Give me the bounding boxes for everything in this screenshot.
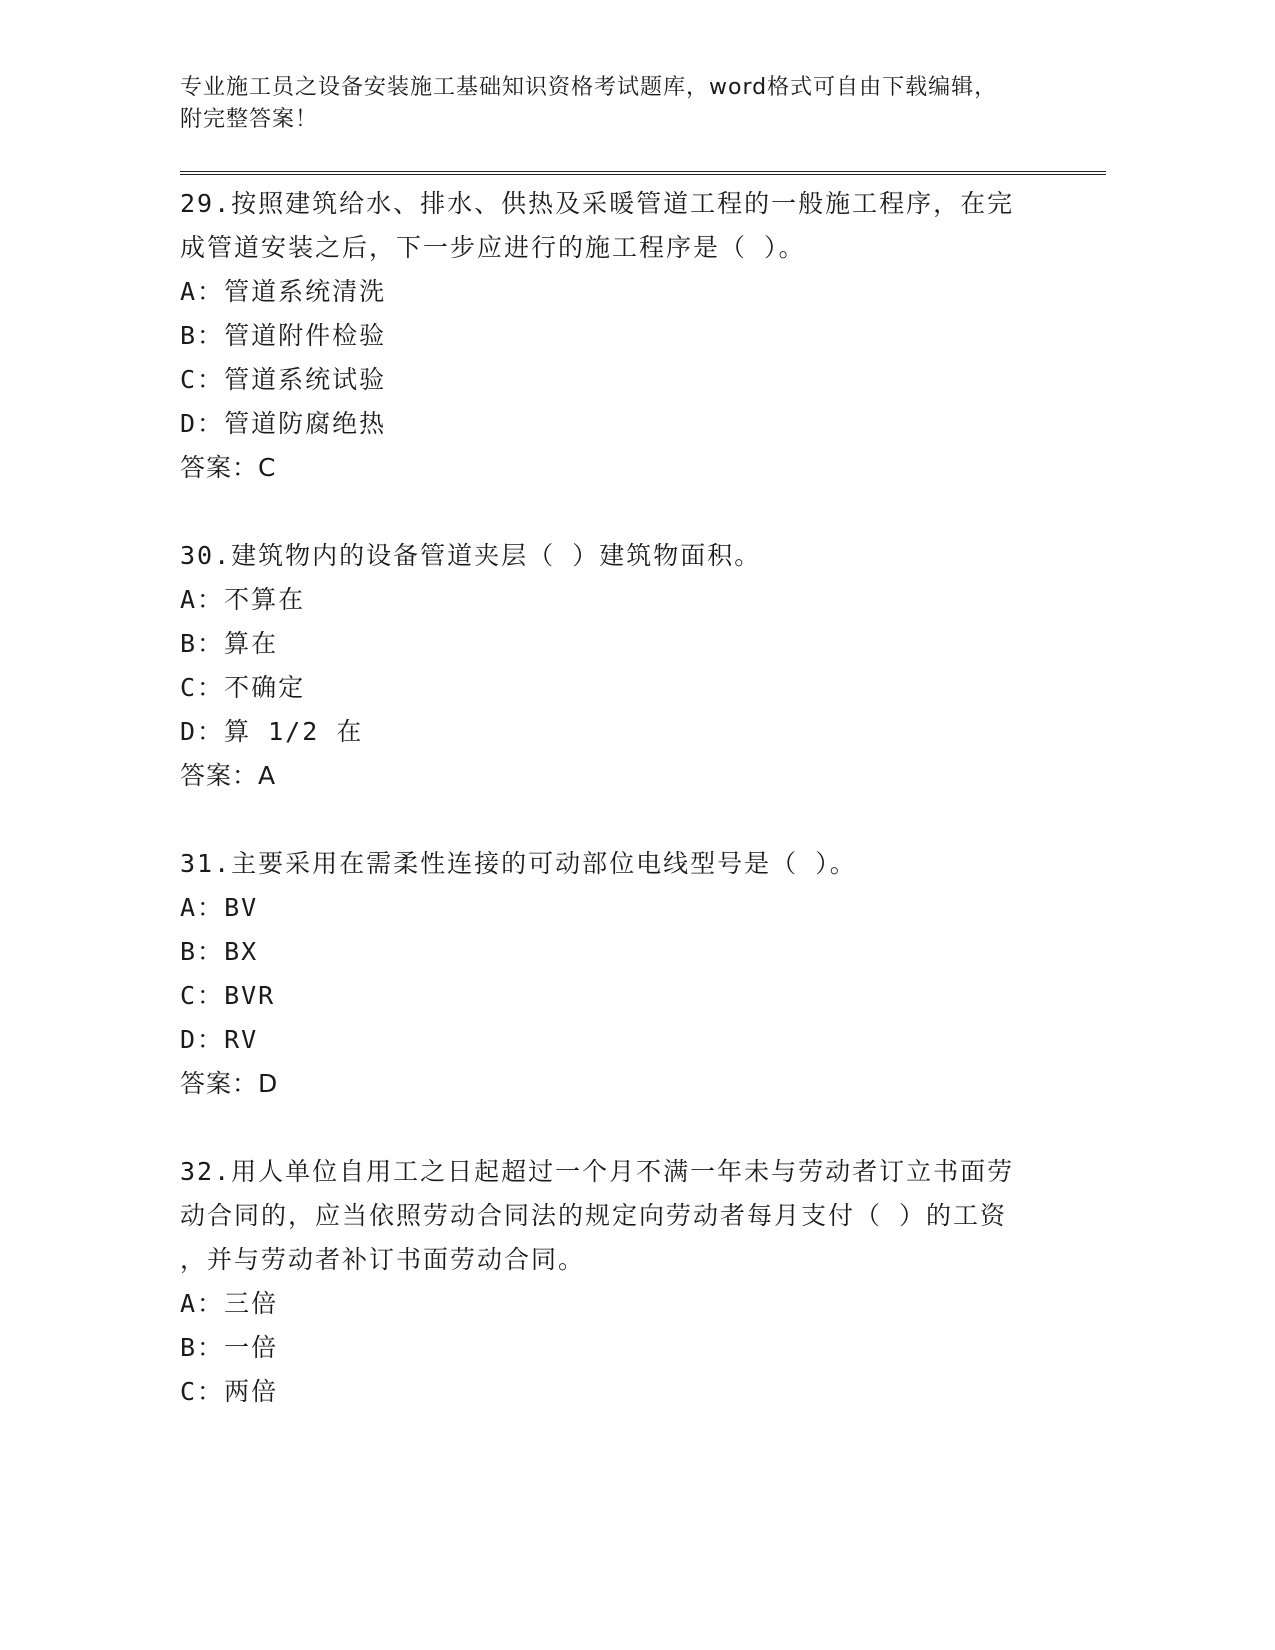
question-32: [180, 1150, 1040, 1414]
option-text: 管道防腐绝热: [224, 409, 387, 438]
option-c: [180, 666, 1040, 710]
option-letter: C：: [180, 673, 225, 702]
question-text: 31.主要采用在需柔性连接的可动部位电线型号是（ ）。: [180, 849, 857, 878]
option-a: [180, 1282, 1040, 1326]
option-letter: A：: [180, 585, 225, 614]
question-text: ，并与劳动者补订书面劳动合同。: [180, 1245, 586, 1274]
question-text: 成管道安装之后，下一步应进行的施工程序是（ ）。: [180, 233, 806, 262]
question-list: [180, 182, 1040, 1458]
option-letter: B：: [180, 321, 225, 350]
document-header: [180, 72, 1040, 136]
option-b: [180, 314, 1040, 358]
option-c: [180, 1370, 1040, 1414]
option-letter: A：: [180, 893, 225, 922]
option-letter: D：: [180, 1025, 225, 1054]
option-letter: C：: [180, 365, 225, 394]
question-30: [180, 534, 1040, 798]
option-b: [180, 930, 1040, 974]
option-letter: D：: [180, 409, 225, 438]
option-letter: D：: [180, 717, 225, 746]
option-letter: A：: [180, 277, 225, 306]
option-letter: B：: [180, 1333, 225, 1362]
option-text: 三倍: [224, 1289, 279, 1318]
option-c: [180, 974, 1040, 1018]
option-text: BV: [224, 893, 259, 922]
option-a: [180, 578, 1040, 622]
option-text: 管道附件检验: [224, 321, 387, 350]
answer-line: 答案：C: [180, 453, 277, 482]
header-double-rule: [180, 171, 1106, 175]
option-text: BVR: [224, 981, 276, 1010]
question-31: [180, 842, 1040, 1106]
option-letter: C：: [180, 981, 225, 1010]
option-text: 管道系统试验: [224, 365, 387, 394]
option-letter: B：: [180, 937, 225, 966]
option-a: [180, 886, 1040, 930]
option-b: [180, 622, 1040, 666]
header-line-2: 附完整答案！: [180, 107, 319, 132]
answer-line: 答案：A: [180, 761, 277, 790]
option-text: 不算在: [224, 585, 306, 614]
option-text: 两倍: [224, 1377, 279, 1406]
option-c: [180, 358, 1040, 402]
option-letter: C：: [180, 1377, 225, 1406]
option-text: BX: [224, 937, 259, 966]
question-text: 29.按照建筑给水、排水、供热及采暖管道工程的一般施工程序，在完: [180, 189, 1015, 218]
option-text: 算 1/2 在: [224, 717, 364, 746]
question-29: [180, 182, 1040, 490]
option-text: RV: [224, 1025, 259, 1054]
option-text: 算在: [224, 629, 279, 658]
option-text: 管道系统清洗: [224, 277, 387, 306]
option-d: [180, 402, 1040, 446]
option-text: 不确定: [224, 673, 306, 702]
option-letter: A：: [180, 1289, 225, 1318]
header-line-1: 专业施工员之设备安装施工基础知识资格考试题库，word格式可自由下载编辑，: [180, 75, 998, 100]
option-d: [180, 1018, 1040, 1062]
option-text: 一倍: [224, 1333, 279, 1362]
option-a: [180, 270, 1040, 314]
question-text: 30.建筑物内的设备管道夹层（ ）建筑物面积。: [180, 541, 762, 570]
option-b: [180, 1326, 1040, 1370]
question-text: 动合同的，应当依照劳动合同法的规定向劳动者每月支付（ ）的工资: [180, 1201, 1008, 1230]
answer-line: 答案：D: [180, 1069, 279, 1098]
option-letter: B：: [180, 629, 225, 658]
question-text: 32.用人单位自用工之日起超过一个月不满一年未与劳动者订立书面劳: [180, 1157, 1015, 1186]
option-d: [180, 710, 1040, 754]
